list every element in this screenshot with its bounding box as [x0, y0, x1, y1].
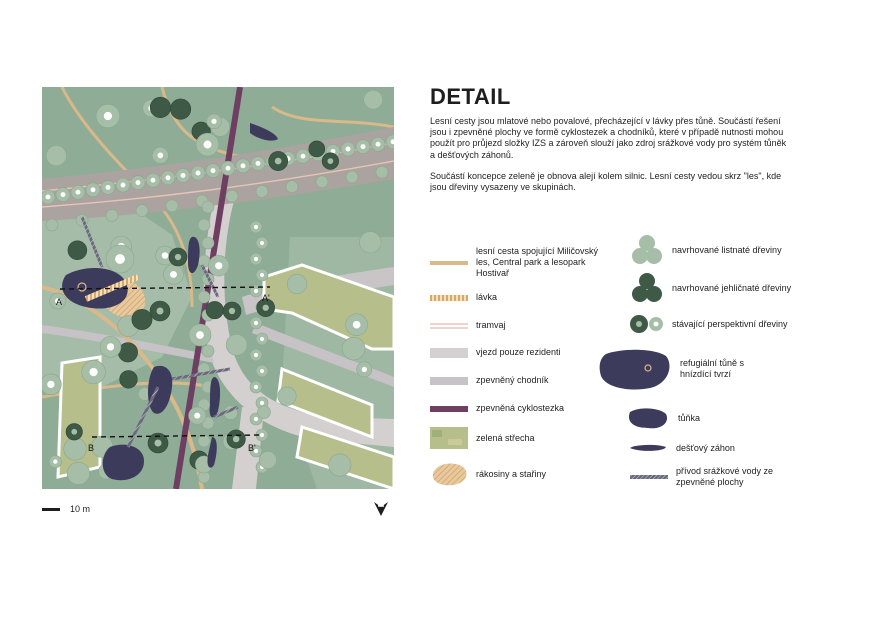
deciduous-tree — [106, 209, 118, 221]
legend-label: zpevněný chodník — [476, 375, 549, 385]
legend-label: navrhované listnaté dřeviny — [672, 244, 782, 255]
tree-center — [76, 190, 81, 195]
tree-center — [157, 153, 163, 159]
conifer-tree — [309, 141, 325, 157]
tree-center — [260, 241, 264, 245]
tree-center — [254, 417, 258, 421]
tree-center — [233, 436, 239, 442]
reeds-swatch — [430, 461, 468, 487]
deciduous-tree — [259, 451, 276, 468]
north-arrow-icon — [370, 498, 392, 520]
legend-item-tunka — [626, 406, 700, 430]
existing-trees-icon — [630, 314, 664, 334]
deciduous-tree — [286, 181, 298, 193]
tree-center — [254, 353, 258, 357]
sidewalk-swatch — [430, 376, 468, 386]
legend-item-stavajici — [630, 314, 788, 334]
tree-center — [301, 154, 306, 159]
small-pond-icon — [626, 406, 670, 430]
legend-item-rakosiny — [430, 461, 546, 487]
tree-center — [115, 254, 125, 264]
tree-center — [71, 429, 77, 435]
tree-center — [275, 158, 282, 165]
tree-center — [226, 166, 231, 171]
deciduous-tree — [166, 200, 178, 212]
deciduous-trees-icon — [630, 234, 664, 266]
deciduous-tree — [258, 406, 271, 419]
tree-center — [170, 271, 177, 278]
deciduous-tree — [359, 231, 381, 253]
legend-item-lavka — [430, 292, 497, 303]
description-paragraph-1: Lesní cesty jsou mlatové nebo povalové, přecházející v lávky přes tůně. Součástí řešení jsou i zpevněné plochy ve formě cyklostezek a chodníků, které v případě nutnosti mohou použít pro průjezd složky IZS a zároveň slouží jako zdroj srážkové vody pro systém tůněk a dešťových záhonů. — [430, 116, 787, 160]
refugial-pond-icon — [598, 348, 672, 390]
legend-label: refugiální tůně s hnízdící tvrzí — [680, 358, 745, 379]
tree-center — [196, 331, 204, 339]
legend-item-refugialni — [598, 348, 760, 390]
tree-center — [155, 440, 162, 447]
deciduous-tree — [256, 185, 268, 197]
section-label-a-prime: A' — [262, 293, 270, 303]
tree-center — [229, 308, 235, 314]
forest-path-swatch — [430, 258, 468, 268]
deciduous-tree — [226, 334, 247, 355]
deciduous-tree — [198, 219, 210, 231]
deciduous-tree — [64, 438, 87, 461]
water-supply-icon — [630, 472, 668, 482]
legend-item-chodnik — [430, 375, 549, 386]
footbridge-swatch — [430, 293, 468, 303]
tree-center — [254, 289, 258, 293]
deciduous-tree — [278, 387, 297, 406]
conifer-trees-icon — [630, 272, 664, 304]
deciduous-tree — [202, 345, 214, 357]
tree-center — [241, 163, 246, 168]
tree-center — [47, 381, 54, 388]
tree-center — [136, 180, 141, 185]
tree-center — [254, 385, 258, 389]
tree-center — [260, 273, 264, 277]
tree-center — [107, 343, 114, 350]
legend-label: dešťový záhon — [676, 442, 735, 453]
section-label-b: B — [88, 443, 95, 453]
legend-label: přívod srážkové vody ze zpevněné plochy — [676, 466, 774, 487]
tree-center — [89, 368, 97, 376]
tree-center — [260, 433, 264, 437]
resident-drive-swatch — [430, 348, 468, 358]
tree-center — [260, 369, 264, 373]
legend-item-lesni-cesta — [430, 246, 606, 279]
map-canvas — [42, 87, 394, 489]
tree-center — [175, 254, 181, 260]
tree-center — [254, 257, 258, 261]
deciduous-tree — [67, 462, 89, 484]
deciduous-tree — [364, 90, 383, 109]
tree-center — [204, 141, 212, 149]
deciduous-tree — [136, 205, 148, 217]
tree-center — [166, 175, 171, 180]
tree-center — [254, 225, 258, 229]
tree-center — [362, 367, 367, 372]
legend-item-vjezd — [430, 347, 561, 358]
conifer-tree — [132, 309, 152, 329]
deciduous-tree — [198, 435, 210, 447]
legend-item-tramvaj — [430, 320, 506, 331]
cycle-path-swatch — [430, 404, 468, 414]
deciduous-tree — [342, 337, 365, 360]
tree-center — [61, 192, 66, 197]
scale-label: 10 m — [70, 504, 91, 514]
tree-center — [211, 168, 216, 173]
tree-center — [91, 187, 96, 192]
tram-swatch — [430, 321, 468, 331]
scale-bar-line — [42, 508, 60, 511]
legend-label: lávka — [476, 292, 498, 302]
tree-center — [254, 321, 258, 325]
tree-center — [346, 147, 351, 152]
legend-item-listnate — [630, 234, 782, 266]
section-label-a: A — [56, 297, 63, 307]
tree-center — [376, 142, 381, 147]
tree-center — [211, 119, 216, 124]
legend-item-cyklostezka — [430, 403, 564, 414]
tree-center — [151, 178, 156, 183]
legend-label: rákosiny a stařiny — [476, 468, 547, 479]
description-paragraph-2: Součástí koncepce zeleně je obnova alejí kolem silnic. Lesní cesty vedou skrz "les", kde jsou dřeviny vysazeny ve skupinách. — [430, 171, 782, 193]
deciduous-tree — [287, 274, 307, 294]
conifer-tree — [170, 99, 190, 119]
deciduous-tree — [226, 190, 238, 202]
tree-center — [263, 305, 269, 311]
legend-label: tůňka — [678, 412, 701, 423]
tree-center — [328, 158, 334, 164]
legend-label: navrhované jehličnaté dřeviny — [672, 282, 792, 293]
tree-center — [46, 195, 51, 200]
deciduous-tree — [329, 454, 351, 476]
tree-center — [260, 337, 264, 341]
green-roof-swatch — [430, 427, 468, 449]
conifer-tree — [120, 371, 138, 389]
legend-label: stávající perspektivní dřeviny — [672, 318, 788, 329]
tree-center — [162, 252, 169, 259]
legend-label: tramvaj — [476, 320, 506, 330]
tree-center — [215, 262, 222, 269]
tree-center — [157, 308, 164, 315]
scale-bar — [42, 504, 90, 514]
deciduous-tree — [346, 171, 358, 183]
conifer-tree — [206, 301, 223, 318]
legend-item-zelena-strecha — [430, 427, 535, 449]
tree-center — [121, 183, 126, 188]
tree-center — [196, 171, 201, 176]
tree-center — [104, 112, 112, 120]
deciduous-tree — [316, 176, 328, 188]
conifer-tree — [150, 97, 170, 117]
site-detail-map — [42, 87, 394, 489]
tree-center — [194, 413, 200, 419]
deciduous-tree — [46, 146, 66, 166]
legend-item-privod — [630, 466, 786, 488]
legend-label: zelená střecha — [476, 432, 535, 443]
deciduous-tree — [202, 201, 214, 213]
tree-center — [361, 144, 366, 149]
tree-center — [181, 173, 186, 178]
tree-center — [260, 401, 264, 405]
legend-label: vjezd pouze rezidenti — [476, 347, 561, 357]
tree-center — [353, 321, 361, 329]
tree-center — [106, 185, 111, 190]
rain-garden-icon — [628, 442, 668, 454]
deciduous-tree — [202, 237, 214, 249]
tree-center — [256, 161, 261, 166]
legend-item-jehlicnate — [630, 272, 791, 304]
legend-label: lesní cesta spojující Miličovský les, Central park a lesopark Hostivař — [476, 246, 599, 278]
page-title: DETAIL — [430, 84, 511, 109]
tree-center — [53, 459, 57, 463]
legend-label: zpevněná cyklostezka — [476, 403, 565, 413]
deciduous-tree — [376, 166, 388, 178]
conifer-tree — [68, 241, 87, 260]
deciduous-tree — [198, 291, 210, 303]
deciduous-tree — [46, 219, 58, 231]
legend-item-destovy — [628, 442, 735, 454]
section-label-b-prime: B' — [248, 443, 256, 453]
